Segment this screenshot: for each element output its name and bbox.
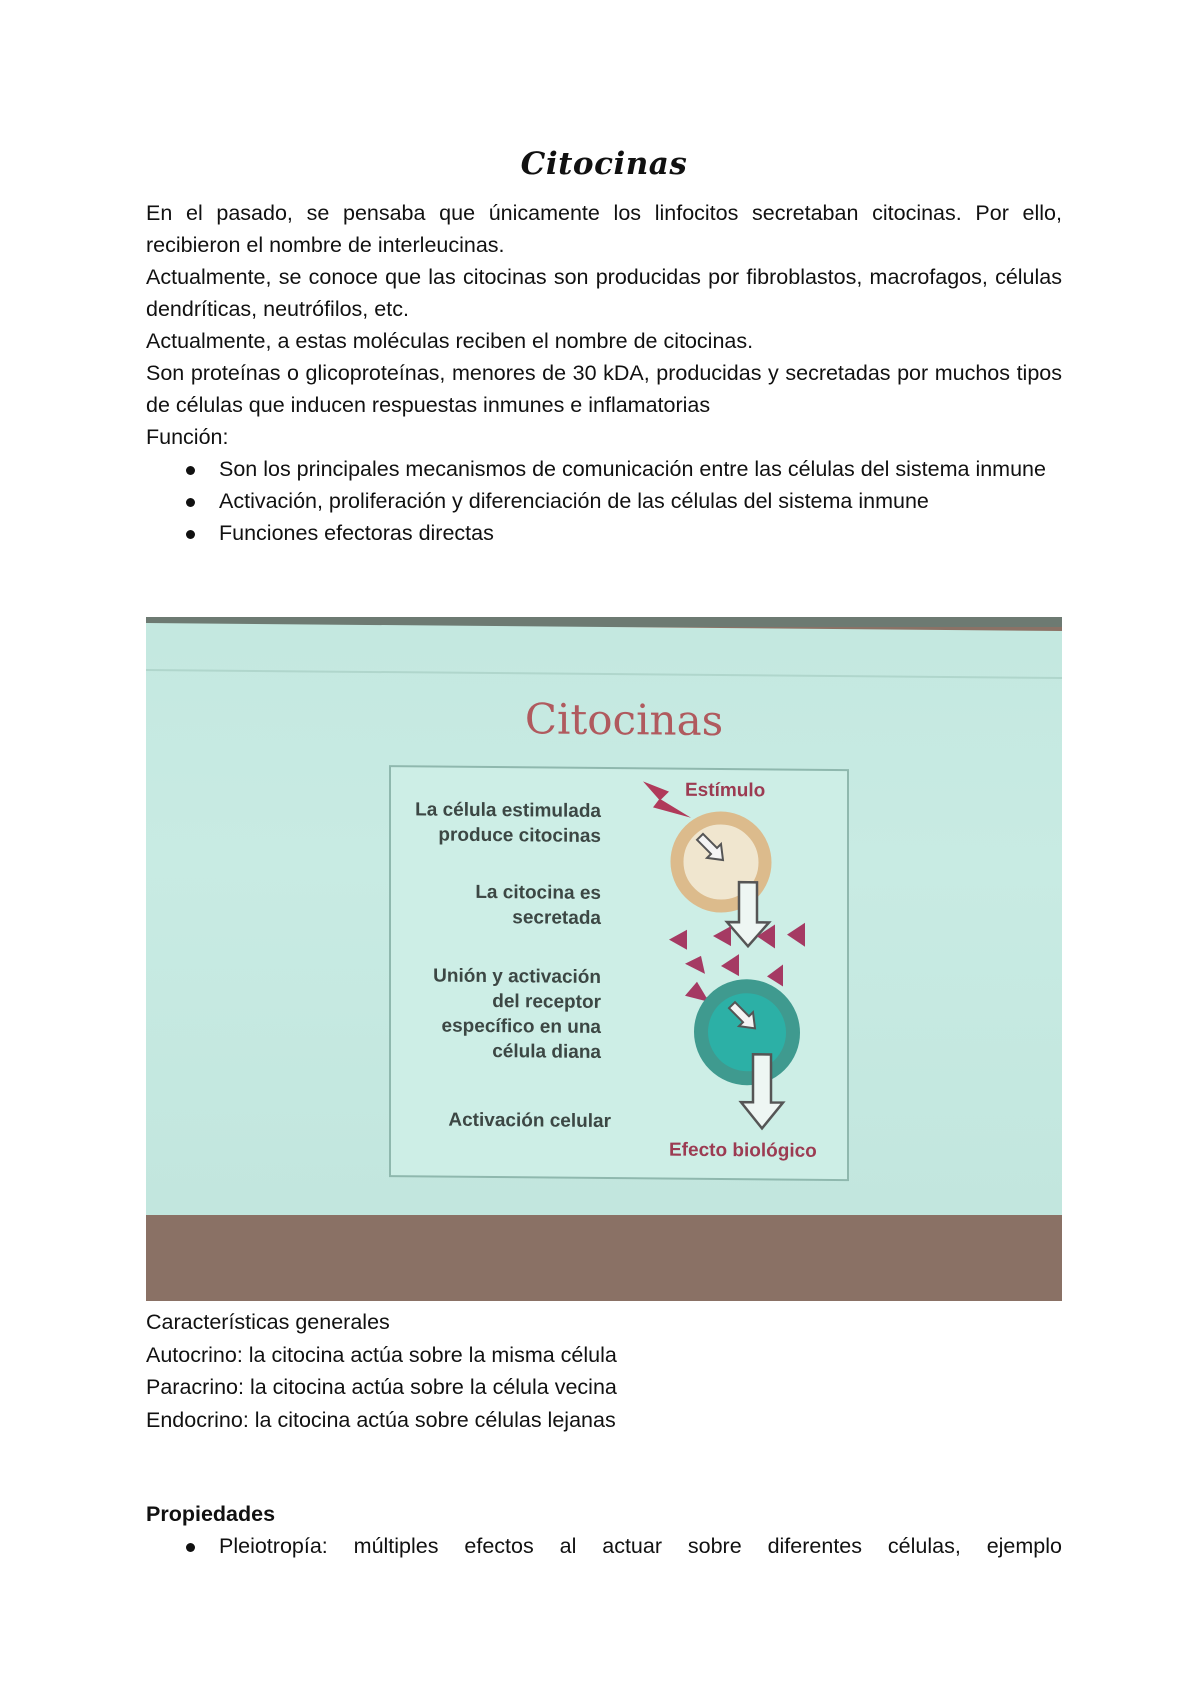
cytokine-diagram: [391, 767, 851, 1183]
bullet-icon: [186, 466, 195, 475]
label-receptor-binding: Unión y activación del receptor específico en una célula diana: [433, 965, 601, 1063]
list-item-text: Funciones efectoras directas: [219, 521, 494, 545]
paragraph: Paracrino: la citocina actúa sobre la célula vecina: [146, 1375, 617, 1399]
projected-slide: [146, 623, 1062, 1223]
page-title: Citocinas: [520, 146, 688, 182]
paragraph: Actualmente, a estas moléculas reciben el nombre de citocinas.: [146, 329, 754, 353]
list-item: [146, 517, 1062, 549]
label-cell-activation: Activación celular: [448, 1109, 611, 1133]
label-biological-effect: Efecto biológico: [669, 1139, 817, 1162]
paragraph: Autocrino: la citocina actúa sobre la misma célula: [146, 1342, 617, 1367]
intro-section: [146, 197, 1062, 549]
section-label: Características generales: [146, 1310, 390, 1334]
list-item: [146, 485, 1062, 517]
paragraph: Son proteínas o glicoproteínas, menores de 30 kDA, producidas y secretadas por muchos tipos de células que inducen respuestas inmunes e inflamatorias: [146, 361, 1062, 417]
paragraph: Actualmente, se conoce que las citocinas son producidas por fibroblastos, macrofagos, células dendríticas, neutrófilos, etc.: [146, 265, 1062, 321]
propiedades-section: [146, 1498, 1062, 1562]
diagram-panel: [389, 765, 849, 1181]
slide-title: Citocinas: [524, 694, 724, 746]
caracteristicas-section: [146, 1306, 1062, 1436]
label-stimulated-cell: La célula estimulada produce citocinas: [415, 799, 601, 847]
bullet-icon: [186, 498, 195, 507]
propiedades-list: [146, 1530, 1062, 1562]
list-item: [146, 453, 1062, 485]
slide-photo: [146, 617, 1062, 1301]
bullet-icon: [186, 530, 195, 539]
photo-bottom-surface: [146, 1215, 1062, 1301]
list-item: [146, 1530, 1062, 1562]
funcion-label: Función:: [146, 425, 229, 449]
target-cell: [701, 986, 793, 1079]
section-heading: Propiedades: [146, 1502, 276, 1526]
paragraph: En el pasado, se pensaba que únicamente los linfocitos secretaban citocinas. Por ello, recibieron el nombre de interleucinas.: [146, 201, 1062, 257]
paragraph: Endocrino: la citocina actúa sobre células lejanas: [146, 1407, 616, 1432]
list-item-text: Son los principales mecanismos de comunicación entre las células del sistema inmune: [219, 457, 1046, 481]
list-item-text: Pleiotropía: múltiples efectos al actuar sobre diferentes células, ejemplo: [219, 1534, 1062, 1558]
bullet-icon: [186, 1543, 195, 1552]
label-secreted: La citocina es secretada: [475, 881, 601, 929]
funcion-list: [146, 453, 1062, 549]
label-stimulus: Estímulo: [685, 779, 766, 802]
list-item-text: Activación, proliferación y diferenciación de las células del sistema inmune: [219, 489, 929, 513]
slide-divider: [146, 669, 1062, 679]
lightning-icon: [643, 781, 691, 817]
